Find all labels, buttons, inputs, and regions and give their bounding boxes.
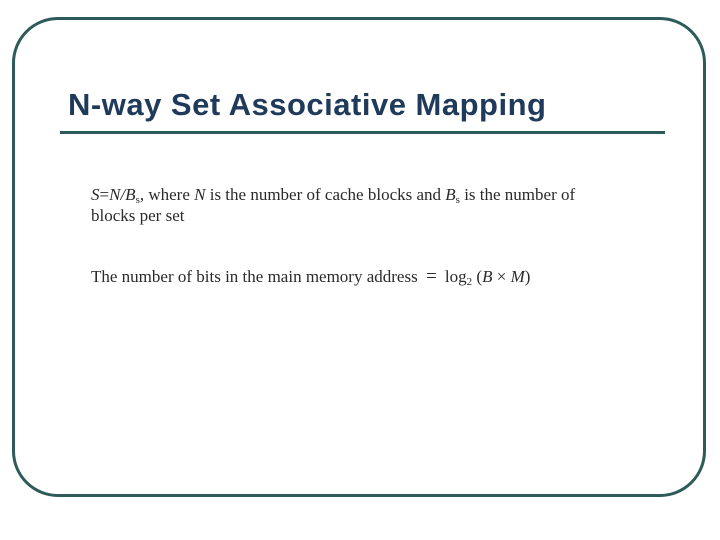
formula-line-1: $S=N/B_s$, where N is the number of cache blocks and $B_s$ is the number of [91,185,576,206]
definition-text [91,184,575,226]
formula-line-2: blocks per set [91,206,185,225]
address-bits-text: The number of bits in the main memory address = $\log_2 (B \times M)$ [91,266,531,288]
slide-title: N-way Set Associative Mapping [68,87,547,122]
title-underline [60,131,665,134]
